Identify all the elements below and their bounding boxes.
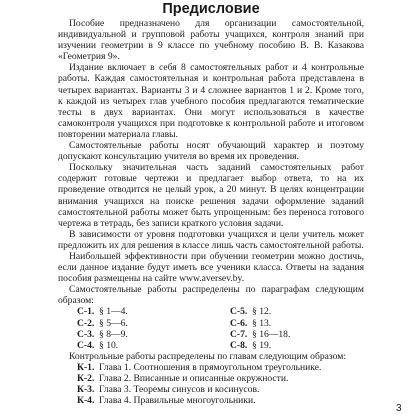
list-item — [211, 340, 364, 351]
work-ref: Глава 4. Правильные многоугольники. — [99, 395, 256, 407]
page-number: 3 — [396, 403, 402, 414]
work-ref: § 5—6. — [99, 317, 128, 329]
work-ref: § 19. — [252, 339, 272, 351]
page-content — [58, 0, 364, 406]
work-code: С-8. — [230, 339, 248, 351]
paragraph: Контрольные работы распределены по главам следующим образом: — [69, 350, 346, 362]
list-item — [58, 340, 211, 351]
work-code: С-7. — [230, 328, 248, 340]
work-code: С-2. — [77, 317, 95, 329]
list-item — [211, 318, 364, 329]
paragraph: Издание включает в себя 8 самостоятельных работ и 4 контрольные работы. Каждая самостоятельная и контрольная работа представлена в четырех вариантах. Варианты 3 и 4 сложнее вариантов 1 и 2. Кроме того, к каждой из четырех глав учебного пособия предлагаются тематические тесты в двух вариантах. Они могут использоваться в качестве самоконтроля учащихся при подготовке к контрольной работе и итоговом повторении материала главы. — [58, 62, 364, 140]
paragraph: В зависимости от уровня подготовки учащихся и цели учитель может предложить их для решения в классе лишь часть самостоятельной работы. — [58, 228, 364, 251]
work-code: К-3. — [77, 384, 95, 396]
preface-paragraphs — [58, 18, 364, 306]
list-item — [58, 384, 364, 395]
paragraph: Пособие предназначено для организации самостоятельной, индивидуальной и групповой работы учащихся, контроля знаний при изучении геометрии в 9 классе по учебному пособию В. В. Казакова «Геометрия 9». — [58, 18, 364, 63]
page-title: Предисловие — [162, 1, 260, 17]
work-code: С-3. — [77, 328, 95, 340]
work-ref: § 16—18. — [252, 328, 291, 340]
work-code: С-5. — [230, 306, 248, 318]
list-item — [58, 373, 364, 384]
work-ref: § 12. — [252, 306, 272, 318]
work-code: С-1. — [77, 306, 95, 318]
work-code: К-1. — [77, 361, 95, 373]
work-ref: § 8—9. — [99, 328, 128, 340]
work-ref: Глава 3. Теоремы синусов и косинусов. — [99, 384, 260, 396]
work-code: К-2. — [77, 373, 95, 384]
self-works-list — [58, 306, 364, 350]
list-item — [211, 329, 364, 340]
list-item — [58, 395, 364, 406]
work-ref: Глава 2. Вписанные и описанные окружности. — [99, 373, 289, 384]
paragraph: Самостоятельные работы распределены по параграфам следующим образом: — [58, 284, 364, 307]
paragraph: Поскольку значительная часть заданий самостоятельных работ содержит готовые чертежи и предлагает выбор ответа, то на их проведение отводится не целый урок, а 20 минут. В целях концентрации внимания учащихся на поиске решения задачи оформление заданий самостоятельной работы может быть упрощенным: без переноса готового чертежа в тетрадь, без записи краткого условия задачи. — [58, 162, 364, 229]
work-code: С-6. — [230, 317, 248, 329]
control-intro — [58, 351, 364, 362]
work-ref: Глава 1. Соотношения в прямоугольном треугольнике. — [99, 361, 322, 373]
work-ref: § 1—4. — [99, 306, 128, 318]
paragraph: Наибольшей эффективности при обучении геометрии можно достичь, если данное издание будут иметь все ученики класса. Ответы на задания пособия размещены на сайте www.aversev.by. — [58, 250, 364, 285]
paragraph: Самостоятельные работы носят обучающий характер и поэтому допускают консультацию учителя во время их проведения. — [58, 140, 364, 163]
list-item — [58, 362, 364, 373]
control-works-list — [58, 362, 364, 406]
list-item — [211, 306, 364, 317]
work-code: К-4. — [77, 395, 95, 407]
work-code: С-4. — [77, 339, 95, 351]
work-ref: § 10. — [99, 339, 119, 351]
list-item — [58, 306, 211, 317]
list-item — [58, 329, 211, 340]
work-ref: § 13. — [252, 317, 272, 329]
list-item — [58, 318, 211, 329]
